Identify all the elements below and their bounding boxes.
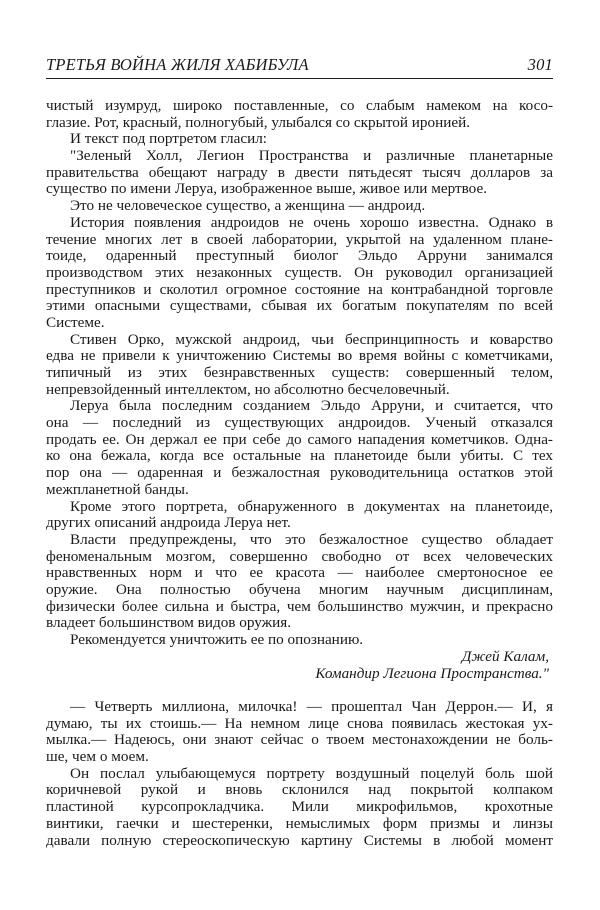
page-number: 301 bbox=[527, 55, 553, 74]
text-line: Рекомендуется уничтожить ее по опознанию. bbox=[70, 631, 364, 648]
signature-name: Джей Калам, bbox=[461, 647, 549, 665]
signature-title: Командир Легиона Пространства." bbox=[315, 664, 549, 682]
text-line: нравственных норм и что ее красота — наиболее смертоносное ее bbox=[46, 564, 553, 582]
text-line: Системе. bbox=[46, 313, 105, 331]
paragraph bbox=[46, 398, 553, 498]
paragraph bbox=[46, 766, 553, 849]
paragraph bbox=[46, 131, 553, 148]
text-line: Это не человеческое существо, а женщина — андроид. bbox=[70, 197, 426, 215]
text-line: едва не привели к уничтожению Системы во время войны с кометчиками, bbox=[46, 347, 553, 365]
paragraph bbox=[46, 332, 553, 399]
text-line: она — последний из существующих андроидов. Ученый отказался bbox=[46, 414, 553, 432]
text-line: мылка.— Надеюсь, они знают сейчас о твоем местонахождении не боль- bbox=[46, 731, 553, 749]
text-line: давали полную стереоскопическую картину Системы в любой момент bbox=[46, 831, 553, 849]
text-line: Власти предупреждены, что это безжалостное существо обладает bbox=[70, 530, 553, 548]
text-line: "Зеленый Холл, Легион Пространства и различные планетарные bbox=[70, 147, 553, 165]
text-line: преступников и сколотил огромное состояние на контрабандной торговле bbox=[46, 280, 553, 298]
paragraph bbox=[46, 98, 553, 131]
text-line: — Четверть миллиона, милочка! — прошептал Чан Деррон.— И, я bbox=[70, 698, 553, 715]
narrative-text bbox=[46, 699, 553, 849]
running-title: ТРЕТЬЯ ВОЙНА ЖИЛЯ ХАБИБУЛА bbox=[46, 55, 309, 74]
text-line: Стивен Орко, мужской андроид, чьи беспринципность и коварство bbox=[70, 330, 553, 348]
text-line: межпланетной банды. bbox=[46, 480, 189, 498]
text-line: правительства обещают награду в двести пятьдесят тысяч долларов за bbox=[46, 163, 553, 181]
text-line: тоиде, одаренный преступный биолог Эльдо Арруни занимался bbox=[46, 247, 553, 265]
text-line: этими опасными существами, сбывая их богатым покупателям по всей bbox=[46, 297, 553, 315]
text-line: непревзойденный интеллектом, но абсолютно бесчеловечный. bbox=[46, 380, 450, 398]
text-line: существо по имени Леруа, изображенное выше, живое или мертвое. bbox=[46, 180, 488, 198]
letter-paragraphs bbox=[46, 98, 553, 649]
text-line: И текст под портретом гласил: bbox=[70, 130, 267, 148]
text-line: Леруа была последним созданием Эльдо Арруни, и считается, что bbox=[70, 397, 553, 415]
paragraph bbox=[46, 632, 553, 649]
text-line: типичный из этих безнравственных существ: совершенный телом, bbox=[46, 364, 553, 381]
text-line: винтики, гаечки и шестеренки, немыслимых форм призмы и линзы bbox=[46, 814, 553, 832]
text-line: пор она — одаренная и безжалостная руководительница остатков этой bbox=[46, 464, 553, 482]
paragraph bbox=[46, 532, 553, 632]
text-line: глазие. Рот, красный, полногубый, улыбался со скрытой иронией. bbox=[46, 113, 471, 131]
text-line: ко она бежала, когда все остальные на планетоиде были убиты. С тех bbox=[46, 447, 553, 465]
text-line: чистый изумруд, широко поставленные, со слабым намеком на косо- bbox=[46, 97, 553, 114]
text-line: оружие. Она полностью обучена многим научным дисциплинам, bbox=[46, 580, 553, 598]
text-line: физически более сильна и быстра, чем большинство мужчин, и прекрасно bbox=[46, 597, 553, 615]
text-line: Он послал улыбающемуся портрету воздушный поцелуй боль шой bbox=[70, 764, 553, 782]
text-line: продать ее. Он держал ее при себе до самого нападения кометчиков. Одна- bbox=[46, 430, 553, 448]
text-line: владеет большинством видов оружия. bbox=[46, 614, 292, 632]
paragraph bbox=[46, 198, 553, 215]
text-line: других описаний андроида Леруа нет. bbox=[46, 514, 291, 532]
text-line: ше, чем о моем. bbox=[46, 748, 149, 766]
paragraph bbox=[46, 499, 553, 532]
paragraph bbox=[46, 215, 553, 332]
text-line: История появления андроидов не очень хорошо известна. Однако в bbox=[70, 213, 553, 231]
text-line: течение многих лет в своей лаборатории, укрытой на удаленном плане- bbox=[46, 230, 553, 248]
text-line: Кроме этого портрета, обнаруженного в документах на планетоиде, bbox=[70, 497, 553, 515]
paragraph bbox=[46, 148, 553, 198]
text-line: пластиной курсопрокладчика. Мили микрофильмов, крохотные bbox=[46, 798, 553, 816]
narrative-paragraphs bbox=[46, 699, 553, 849]
text-line: феноменальным мозгом, совершенно свободно от всех человеческих bbox=[46, 547, 553, 565]
text-line: производством этих незаконных существ. Он руководил организацией bbox=[46, 263, 553, 281]
text-line: думаю, ты их стоишь.— На немном лице снова появилась жестокая ух- bbox=[46, 714, 553, 732]
text-line: коричневой рукой и вновь склонился над покрытой колпаком bbox=[46, 781, 553, 799]
letter-text bbox=[46, 98, 553, 682]
paragraph bbox=[46, 699, 553, 766]
running-header bbox=[46, 52, 553, 79]
